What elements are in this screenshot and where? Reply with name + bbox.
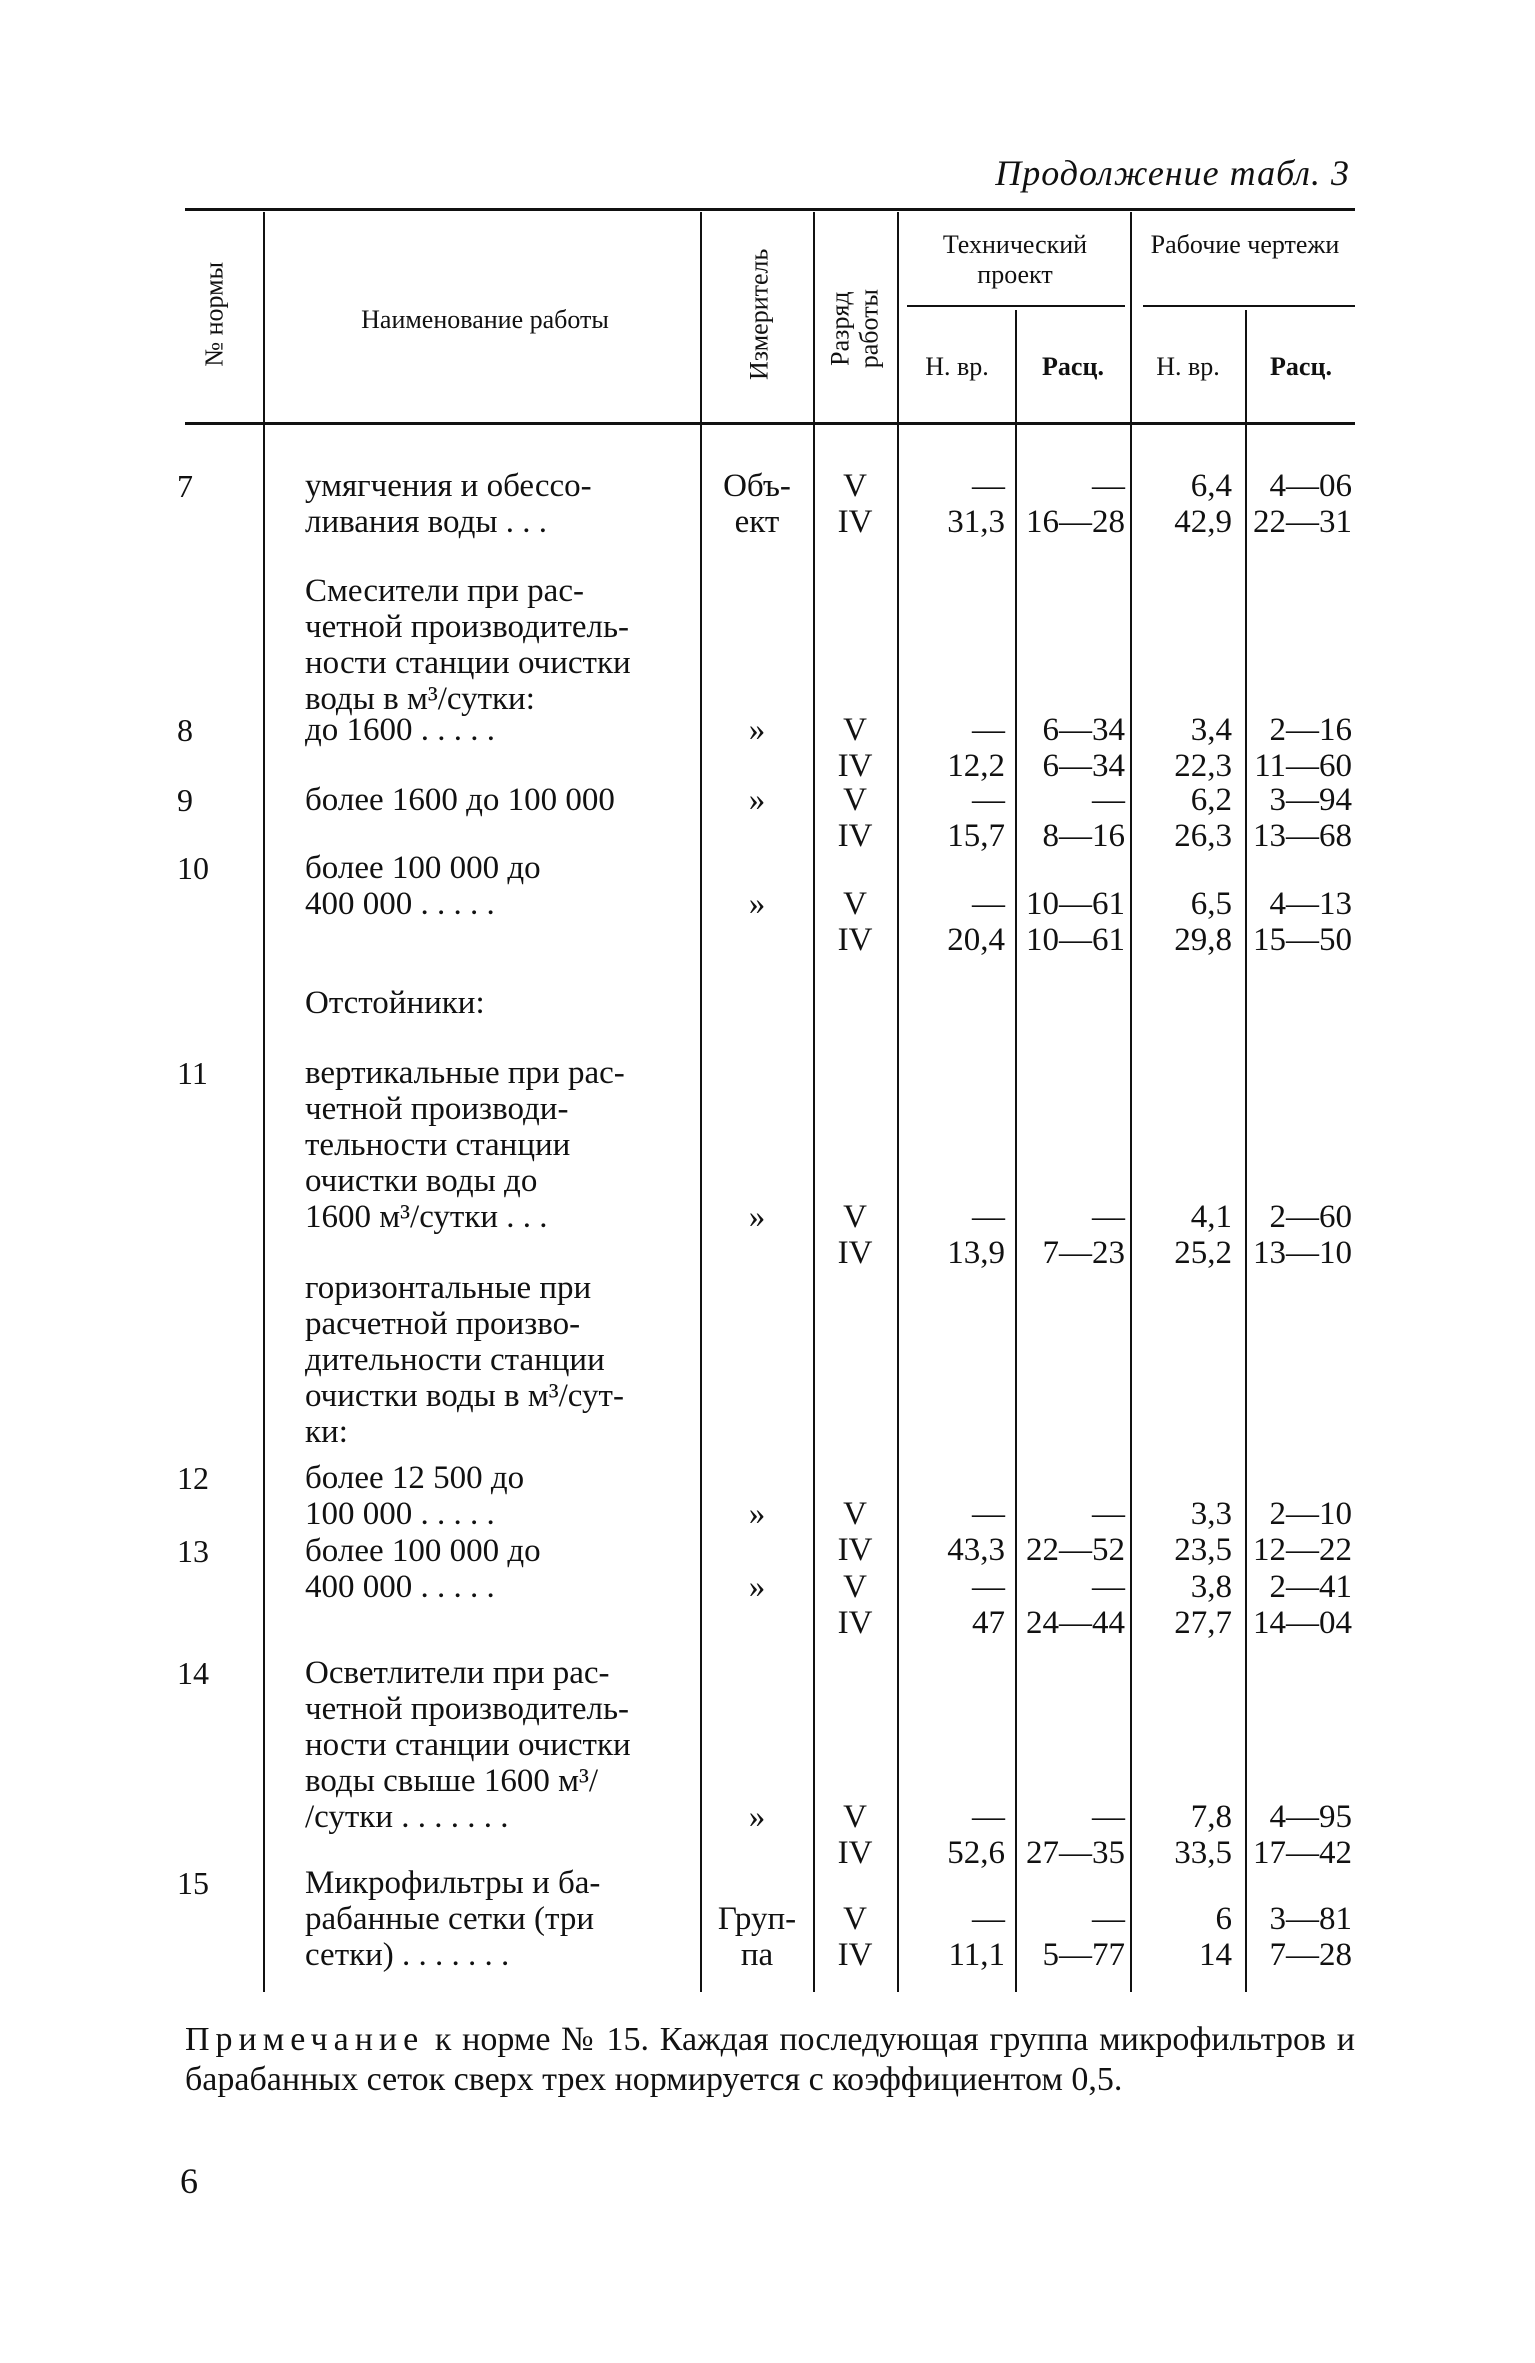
- wd-rasc-cell: 12—22: [1253, 1532, 1352, 1568]
- norm-number: 13: [177, 1533, 209, 1569]
- header-working-drawings: Рабочие чертежи: [1150, 230, 1340, 259]
- work-name-line: вертикальные при рас-: [305, 1055, 625, 1091]
- tp-rasc-cell: —: [1092, 1901, 1125, 1937]
- work-name-line: Отстойники:: [305, 985, 485, 1021]
- top-rule: [185, 208, 1355, 211]
- wd-rasc-cell: 2—16: [1269, 712, 1352, 748]
- unit-cell: »: [748, 1199, 766, 1235]
- tp-nvr-cell: —: [972, 1901, 1005, 1937]
- tp-nvr-cell: 11,1: [948, 1937, 1005, 1973]
- tp-nvr-cell: 47: [972, 1605, 1005, 1641]
- tp-nvr-cell: 20,4: [947, 922, 1005, 958]
- work-name-line: рабанные сетки (три: [305, 1901, 595, 1937]
- work-name-line: Смесители при рас-: [305, 573, 584, 609]
- grade-cell: IV: [837, 818, 873, 854]
- wd-subheader-rule: [1143, 305, 1355, 307]
- tp-rasc-cell: —: [1092, 782, 1125, 818]
- work-name-line: ности станции очистки: [305, 645, 631, 681]
- work-name-line: ливания воды . . .: [305, 504, 548, 540]
- tech-subheader-rule: [907, 305, 1125, 307]
- unit-cell: Объ-: [723, 468, 791, 504]
- grade-cell: V: [843, 886, 867, 922]
- tp-rasc-cell: 7—23: [1042, 1235, 1125, 1271]
- grade-cell: V: [843, 1799, 867, 1835]
- wd-rasc-cell: 3—94: [1269, 782, 1352, 818]
- work-name-line: тельности станции: [305, 1127, 571, 1163]
- unit-cell: »: [748, 1569, 766, 1605]
- tp-nvr-cell: 12,2: [947, 748, 1005, 784]
- norm-number: 10: [177, 850, 209, 886]
- work-name-line: умягчения и обессо-: [305, 468, 592, 504]
- col-divider: [263, 212, 265, 1992]
- wd-rasc-cell: 13—10: [1253, 1235, 1352, 1271]
- work-name-line: горизонтальные при: [305, 1270, 592, 1306]
- tp-rasc-cell: —: [1092, 1799, 1125, 1835]
- header-tp-rasc: Расц.: [1042, 352, 1104, 381]
- wd-nvr-cell: 25,2: [1174, 1235, 1232, 1271]
- tp-nvr-cell: 43,3: [947, 1532, 1005, 1568]
- work-name-line: ки:: [305, 1414, 348, 1450]
- tp-nvr-cell: —: [972, 1569, 1005, 1605]
- wd-rasc-cell: 3—81: [1269, 1901, 1352, 1937]
- tp-nvr-cell: —: [972, 1199, 1005, 1235]
- tp-nvr-cell: —: [972, 782, 1005, 818]
- unit-cell: »: [748, 1496, 766, 1532]
- wd-rasc-cell: 4—95: [1269, 1799, 1352, 1835]
- tp-nvr-cell: —: [972, 468, 1005, 504]
- grade-cell: V: [843, 1569, 867, 1605]
- tp-nvr-cell: —: [972, 1799, 1005, 1835]
- norm-number: 7: [177, 468, 193, 504]
- wd-nvr-cell: 7,8: [1190, 1799, 1232, 1835]
- unit-cell: »: [748, 782, 766, 818]
- wd-nvr-cell: 3,4: [1190, 712, 1232, 748]
- wd-nvr-cell: 4,1: [1190, 1199, 1232, 1235]
- grade-cell: IV: [837, 922, 873, 958]
- header-tech-project: Технический проект: [942, 230, 1088, 289]
- header-unit: Измеритель: [744, 248, 774, 380]
- header-num: № нормы: [199, 261, 229, 367]
- wd-rasc-cell: 2—41: [1269, 1569, 1352, 1605]
- work-name-line: более 12 500 до: [305, 1460, 525, 1496]
- grade-cell: V: [843, 782, 867, 818]
- col-divider: [1245, 310, 1247, 1992]
- tp-rasc-cell: 6—34: [1042, 748, 1125, 784]
- tp-rasc-cell: 24—44: [1026, 1605, 1125, 1641]
- wd-nvr-cell: 6,2: [1190, 782, 1232, 818]
- work-name-line: Микрофильтры и ба-: [305, 1865, 601, 1901]
- unit-cell: »: [748, 1799, 766, 1835]
- wd-rasc-cell: 15—50: [1253, 922, 1352, 958]
- table-caption: Продолжение табл. 3: [995, 153, 1350, 193]
- wd-rasc-cell: 2—60: [1269, 1199, 1352, 1235]
- header-wd-nvr: Н. вр.: [1156, 352, 1220, 381]
- wd-rasc-cell: 22—31: [1253, 504, 1352, 540]
- tp-rasc-cell: 5—77: [1042, 1937, 1125, 1973]
- norm-number: 14: [177, 1655, 209, 1691]
- wd-rasc-cell: 14—04: [1253, 1605, 1352, 1641]
- header-name: Наименование работы: [361, 305, 609, 334]
- work-name-line: 100 000 . . . . .: [305, 1496, 495, 1532]
- work-name-line: более 100 000 до: [305, 1533, 541, 1569]
- footnote-lead: Примечание: [185, 2021, 425, 2058]
- grade-cell: V: [843, 712, 867, 748]
- wd-rasc-cell: 13—68: [1253, 818, 1352, 854]
- wd-rasc-cell: 7—28: [1269, 1937, 1352, 1973]
- norm-number: 15: [177, 1865, 209, 1901]
- wd-nvr-cell: 3,8: [1190, 1569, 1232, 1605]
- header-wd-rasc: Расц.: [1270, 352, 1332, 381]
- work-name-line: 1600 м³/сутки . . .: [305, 1199, 548, 1235]
- wd-nvr-cell: 42,9: [1174, 504, 1232, 540]
- grade-cell: V: [843, 1199, 867, 1235]
- wd-nvr-cell: 22,3: [1174, 748, 1232, 784]
- wd-rasc-cell: 4—06: [1269, 468, 1352, 504]
- header-tp-nvr: Н. вр.: [925, 352, 989, 381]
- wd-nvr-cell: 14: [1199, 1937, 1232, 1973]
- grade-cell: V: [843, 1901, 867, 1937]
- work-name-line: расчетной произво-: [305, 1306, 581, 1342]
- unit-cell: »: [748, 886, 766, 922]
- wd-rasc-cell: 2—10: [1269, 1496, 1352, 1532]
- wd-nvr-cell: 3,3: [1190, 1496, 1232, 1532]
- tp-rasc-cell: 10—61: [1026, 922, 1125, 958]
- tp-rasc-cell: —: [1092, 468, 1125, 504]
- tp-rasc-cell: 16—28: [1026, 504, 1125, 540]
- norm-number: 11: [177, 1055, 208, 1091]
- tp-nvr-cell: —: [972, 886, 1005, 922]
- work-name-line: сетки) . . . . . . .: [305, 1937, 510, 1973]
- grade-cell: IV: [837, 1835, 873, 1871]
- unit-cell: »: [748, 712, 766, 748]
- tp-rasc-cell: —: [1092, 1496, 1125, 1532]
- wd-nvr-cell: 26,3: [1174, 818, 1232, 854]
- unit-cell: па: [740, 1937, 774, 1973]
- footnote-text: к норме № 15. Каждая последующая группа микрофильтров и барабанных сеток сверх трех нормируется с коэффициентом 0,5.: [185, 2021, 1355, 2098]
- norm-number: 8: [177, 712, 193, 748]
- work-name-line: четной производи-: [305, 1091, 569, 1127]
- grade-cell: IV: [837, 1605, 873, 1641]
- work-name-line: очистки воды в м³/сут-: [305, 1378, 624, 1414]
- tp-nvr-cell: —: [972, 712, 1005, 748]
- tp-nvr-cell: 52,6: [947, 1835, 1005, 1871]
- wd-rasc-cell: 4—13: [1269, 886, 1352, 922]
- wd-nvr-cell: 6: [1215, 1901, 1232, 1937]
- tp-rasc-cell: 10—61: [1026, 886, 1125, 922]
- grade-cell: V: [843, 468, 867, 504]
- tp-rasc-cell: 8—16: [1042, 818, 1125, 854]
- work-name-line: более 100 000 до: [305, 850, 541, 886]
- work-name-line: воды свыше 1600 м³/: [305, 1763, 599, 1799]
- work-name-line: четной производитель-: [305, 609, 630, 645]
- header-grade: Разряд работы: [825, 288, 883, 369]
- work-name-line: Осветлители при рас-: [305, 1655, 610, 1691]
- tp-nvr-cell: 15,7: [947, 818, 1005, 854]
- col-divider: [1015, 310, 1017, 1992]
- work-name-line: дительности станции: [305, 1342, 605, 1378]
- grade-cell: IV: [837, 748, 873, 784]
- header-bottom-rule: [185, 422, 1355, 425]
- unit-cell: ект: [734, 504, 780, 540]
- wd-nvr-cell: 27,7: [1174, 1605, 1232, 1641]
- grade-cell: IV: [837, 1235, 873, 1271]
- wd-nvr-cell: 33,5: [1174, 1835, 1232, 1871]
- work-name-line: более 1600 до 100 000: [305, 782, 615, 818]
- wd-nvr-cell: 6,5: [1190, 886, 1232, 922]
- tp-nvr-cell: —: [972, 1496, 1005, 1532]
- tp-rasc-cell: 22—52: [1026, 1532, 1125, 1568]
- work-name-line: 400 000 . . . . .: [305, 886, 495, 922]
- wd-nvr-cell: 23,5: [1174, 1532, 1232, 1568]
- grade-cell: IV: [837, 504, 873, 540]
- footnote: [185, 2020, 1355, 2100]
- grade-cell: IV: [837, 1532, 873, 1568]
- wd-nvr-cell: 6,4: [1190, 468, 1232, 504]
- grade-cell: V: [843, 1496, 867, 1532]
- work-name-line: /сутки . . . . . . .: [305, 1799, 509, 1835]
- wd-rasc-cell: 11—60: [1254, 748, 1352, 784]
- tp-rasc-cell: 6—34: [1042, 712, 1125, 748]
- work-name-line: 400 000 . . . . .: [305, 1569, 495, 1605]
- work-name-line: воды в м³/сутки:: [305, 681, 535, 717]
- wd-nvr-cell: 29,8: [1174, 922, 1232, 958]
- work-name-line: четной производитель-: [305, 1691, 630, 1727]
- norm-number: 9: [177, 782, 193, 818]
- work-name-line: до 1600 . . . . .: [305, 712, 496, 748]
- tp-rasc-cell: —: [1092, 1569, 1125, 1605]
- tp-rasc-cell: —: [1092, 1199, 1125, 1235]
- grade-cell: IV: [837, 1937, 873, 1973]
- norm-number: 12: [177, 1460, 209, 1496]
- work-name-line: очистки воды до: [305, 1163, 538, 1199]
- tp-nvr-cell: 13,9: [947, 1235, 1005, 1271]
- work-name-line: ности станции очистки: [305, 1727, 631, 1763]
- page-number: 6: [180, 2161, 198, 2201]
- tp-rasc-cell: 27—35: [1026, 1835, 1125, 1871]
- unit-cell: Груп-: [717, 1901, 797, 1937]
- tp-nvr-cell: 31,3: [947, 504, 1005, 540]
- wd-rasc-cell: 17—42: [1253, 1835, 1352, 1871]
